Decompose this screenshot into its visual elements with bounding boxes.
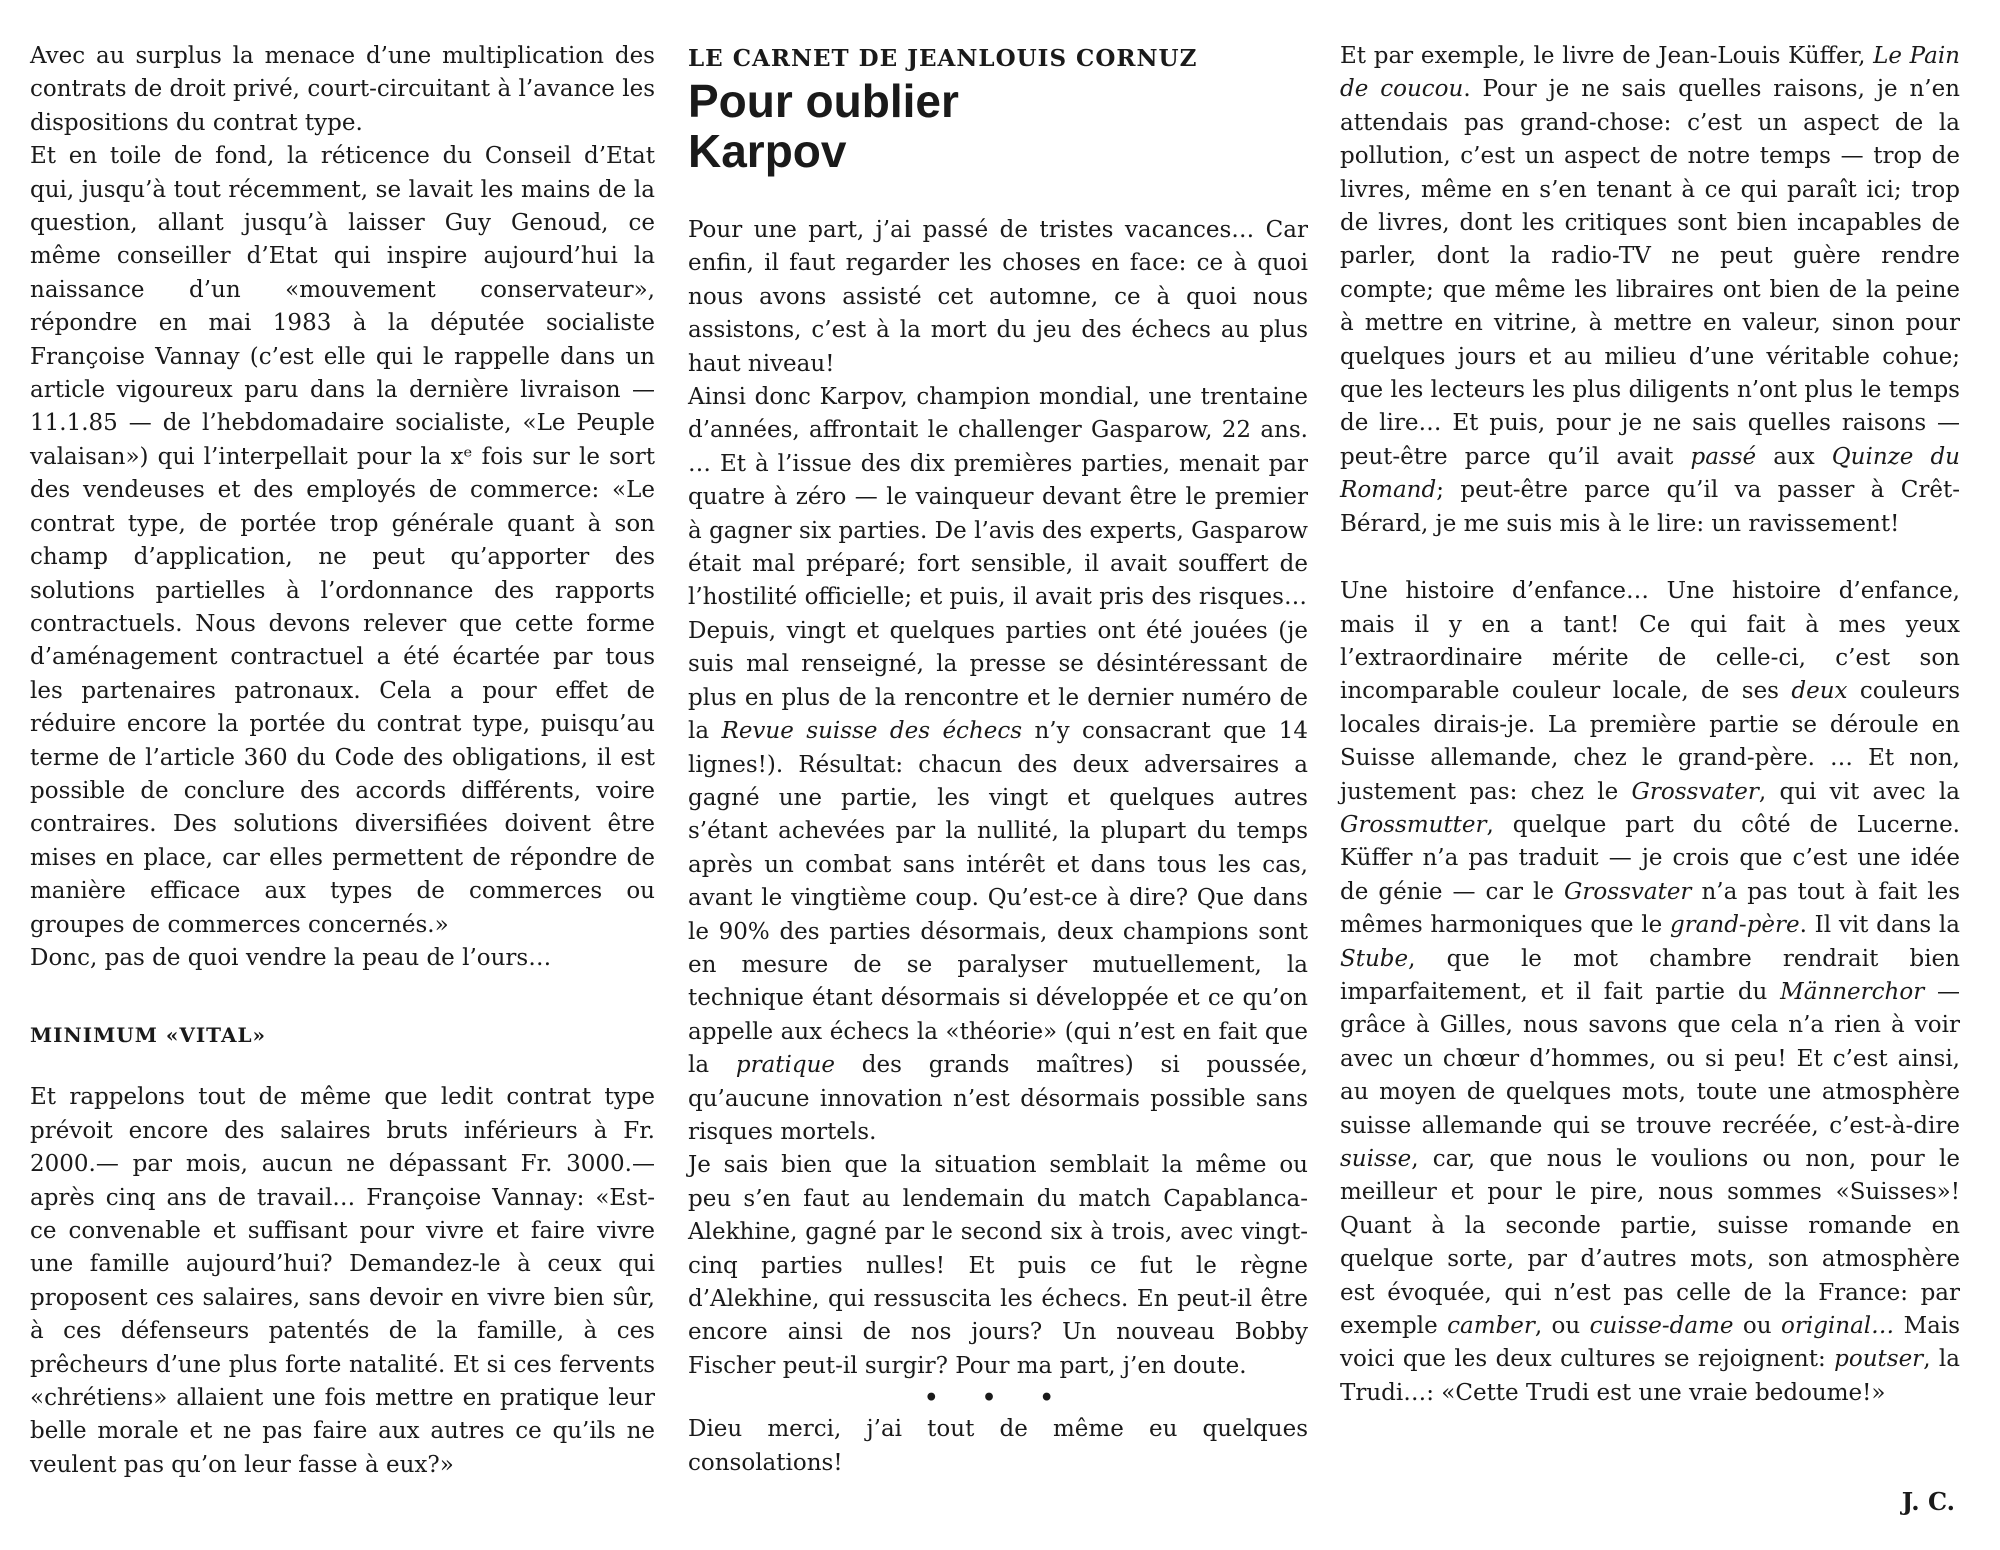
italic-text: deux — [1791, 678, 1848, 705]
paragraph: Et rappelons tout de même que ledit contrat type prévoit encore des salaires bruts inférieurs à Fr. 2000.— par mois, aucun ne dépassant Fr. 3000.— après cinq ans de travail… Françoise Vannay: «Est-ce convenable et suffisant pour vivre et faire vivre une famille aujourd’hui? Demandez-le à ceux qui proposent ces salaires, sans devoir en vivre bien sûr, à ces défenseurs patentés de la famille, à ces prêcheurs d’une plus forte natalité. Et si ces fervents «chrétiens» allaient une fois mettre en pratique leur belle morale et ne pas faire aux autres ce qu’ils ne veulent pas qu’on leur fasse à eux?» — [30, 1084, 655, 1478]
paragraph: Je sais bien que la situation semblait la même ou peu s’en faut au lendemain du match Capablanca-Alekhine, gagné par le second six à trois, avec vingt-cinq parties nulles! Et puis ce fut le règne d’Alekhine, qui ressuscita les échecs. En peut-il être encore ainsi de nos jours? Un nouveau Bobby Fischer peut-il surgir? Pour ma part, j’en doute. — [688, 1152, 1308, 1379]
column-left — [30, 40, 655, 1482]
title-line: Pour oublier — [688, 75, 959, 127]
column-kicker: LE CARNET DE JEANLOUIS CORNUZ — [688, 45, 1198, 72]
paragraph: Avec au surplus la menace d’une multiplication des contrats de droit privé, court-circuitant à l’avance les dispositions du contrat type. — [30, 43, 655, 136]
italic-text: Le Pain de coucou — [1340, 43, 1960, 103]
paragraph: Dieu merci, j’ai tout de même eu quelques consolations! — [688, 1416, 1308, 1476]
paragraph: Donc, pas de quoi vendre la peau de l’ours… — [30, 944, 552, 971]
italic-text: Grossvater — [1564, 878, 1692, 905]
italic-text: Revue suisse des échecs — [721, 718, 1023, 745]
paragraph: Une histoire d’enfance… Une histoire d’enfance, mais il y en a tant! Ce qui fait à mes yeux l’extraordinaire mérite de celle-ci, c’est son incomparable couleur locale, de ses deux couleurs locales dirais-je. La première partie se déroule en Suisse allemande, chez le grand-père. … Et non, justement pas: chez le Grossvater, qui vit avec la Grossmutter, quelque part du côté de Lucerne. Küffer n’a pas traduit — je crois que c’est une idée de génie — car le Grossvater n’a pas tout à fait les mêmes harmoniques que le grand-père. Il vit dans la Stube, que le mot chambre rendrait bien imparfaitement, et il fait partie du Männerchor — grâce à Gilles, nous savons que cela n’a rien à voir avec un chœur d’hommes, ou si peu! Et c’est ainsi, au moyen de quelques mots, toute une atmosphère suisse allemande qui se trouve recréée, c’est-à-dire suisse, car, que nous le voulions ou non, pour le meilleur et pour le pire, nous sommes «Suisses»! Quant à la seconde partie, suisse romande en quelque sorte, par d’autres mots, son atmosphère est évoquée, qui n’est pas celle de la France: par exemple camber, ou cuisse-dame ou original… Mais voici que les deux cultures se rejoignent: poutser, la Trudi…: «Cette Trudi est une vraie bedoume!» — [1340, 578, 1960, 1406]
italic-text: poutser — [1834, 1346, 1924, 1373]
article-title — [688, 76, 1308, 176]
column-right — [1340, 40, 1960, 1410]
italic-text: Quinze du Romand — [1340, 443, 1960, 504]
italic-text: Grossmutter — [1340, 811, 1487, 838]
italic-text: Männerchor — [1780, 978, 1925, 1005]
paragraph: Et en toile de fond, la réticence du Conseil d’Etat qui, jusqu’à tout récemment, se lavait les mains de la question, allant jusqu’à laisser Guy Genoud, ce même conseiller d’Etat qui inspire aujourd’hui la naissance d’un «mouvement conservateur», répondre en mai 1983 à la députée socialiste Françoise Vannay (c’est elle qui le rappelle dans un article vigoureux paru dans la dernière livraison — 11.1.85 — de l’hebdomadaire socialiste, «Le Peuple valaisan») qui l’interpellait pour la xᵉ fois sur le sort des vendeuses et des employés de commerce: «Le contrat type, de portée trop générale quant à son champ d’application, ne peut qu’apporter des solutions partielles à l’ordonnance des rapports contractuels. Nous devons relever que cette forme d’aménagement contractuel a été écartée par tous les partenaires patronaux. Cela a pour effet de réduire encore la portée du contrat type, puisqu’au terme de l’article 360 du Code des obligations, il est possible de conclure des accords différents, voire contraires. Des solutions diversifiées doivent être mises en place, car elles permettent de répondre de manière efficace aux types de commerces ou groupes de commerces concernés.» — [30, 143, 655, 938]
paragraph: Ainsi donc Karpov, champion mondial, une trentaine d’années, affrontait le challenger Gasparow, 22 ans. … Et à l’issue des dix premières parties, menait par quatre à zéro — le vainqueur devant être le premier à gagner six parties. De l’avis des experts, Gasparow était mal préparé; fort sensible, il avait souffert de l’hostilité officielle; et puis, il avait pris des risques… — [688, 384, 1308, 611]
paragraph-gap — [1340, 541, 1960, 575]
italic-text: grand-père — [1669, 912, 1800, 939]
italic-text: suisse — [1340, 1146, 1412, 1172]
italic-text: Grossvater — [1631, 778, 1759, 805]
column-middle — [688, 40, 1308, 1480]
author-signature: J. C. — [1901, 1487, 1955, 1516]
italic-text: pratique — [735, 1052, 836, 1079]
italic-text: cuisse-dame — [1589, 1313, 1734, 1340]
italic-text: original… — [1781, 1313, 1895, 1340]
title-line: Karpov — [688, 125, 847, 177]
section-subheading: MINIMUM «VITAL» — [30, 1023, 267, 1048]
italic-text: camber — [1447, 1313, 1535, 1340]
section-separator: • • • — [924, 1385, 1072, 1412]
italic-text: Stube — [1340, 945, 1409, 972]
paragraph: Pour une part, j’ai passé de tristes vacances… Car enfin, il faut regarder les choses en face: ce à quoi nous avons assisté cet automne, ce à quoi nous assistons, c’est à la mort du jeu des échecs au plus haut niveau! — [688, 217, 1308, 377]
paragraph: Depuis, vingt et quelques parties ont été jouées (je suis mal renseigné, la presse se désintéressant de plus en plus de la rencontre et le dernier numéro de la Revue suisse des échecs n’y consacrant que 14 lignes!). Résultat: chacun des deux adversaires a gagné une partie, les vingt et quelques autres s’étant achevées par la nullité, la plupart du temps après un combat sans intérêt et dans tous les cas, avant le vingtième coup. Qu’est-ce à dire? Que dans le 90% des parties désormais, deux champions sont en mesure de se paralyser mutuellement, la technique étant désormais si développée et ce qu’on appelle aux échecs la «théorie» (qui n’est en fait que la pratique des grands maîtres) si poussée, qu’aucune innovation n’est désormais possible sans risques mortels. — [688, 617, 1308, 1145]
italic-text: passé — [1690, 443, 1757, 470]
paragraph: Et par exemple, le livre de Jean-Louis Küffer, Le Pain de coucou. Pour je ne sais quelles raisons, je n’en attendais pas grand-chose: c’est un aspect de la pollution, c’est un aspect de notre temps — trop de livres, même en s’en tenant à ce qui paraît ici; trop de livres, dont les critiques sont bien incapables de parler, dont la radio-TV ne peut guère rendre compte; que même les libraires ont bien de la peine à mettre en vitrine, à mettre en valeur, sinon pour quelques jours et au milieu d’une véritable cohue; que les lecteurs les plus diligents n’ont plus le temps de lire… Et puis, pour je ne sais quelles raisons — peut-être parce qu’il avait passé aux Quinze du Romand; peut-être parce qu’il va passer à Crêt-Bérard, je me suis mis à le lire: un ravissement! — [1340, 43, 1960, 537]
